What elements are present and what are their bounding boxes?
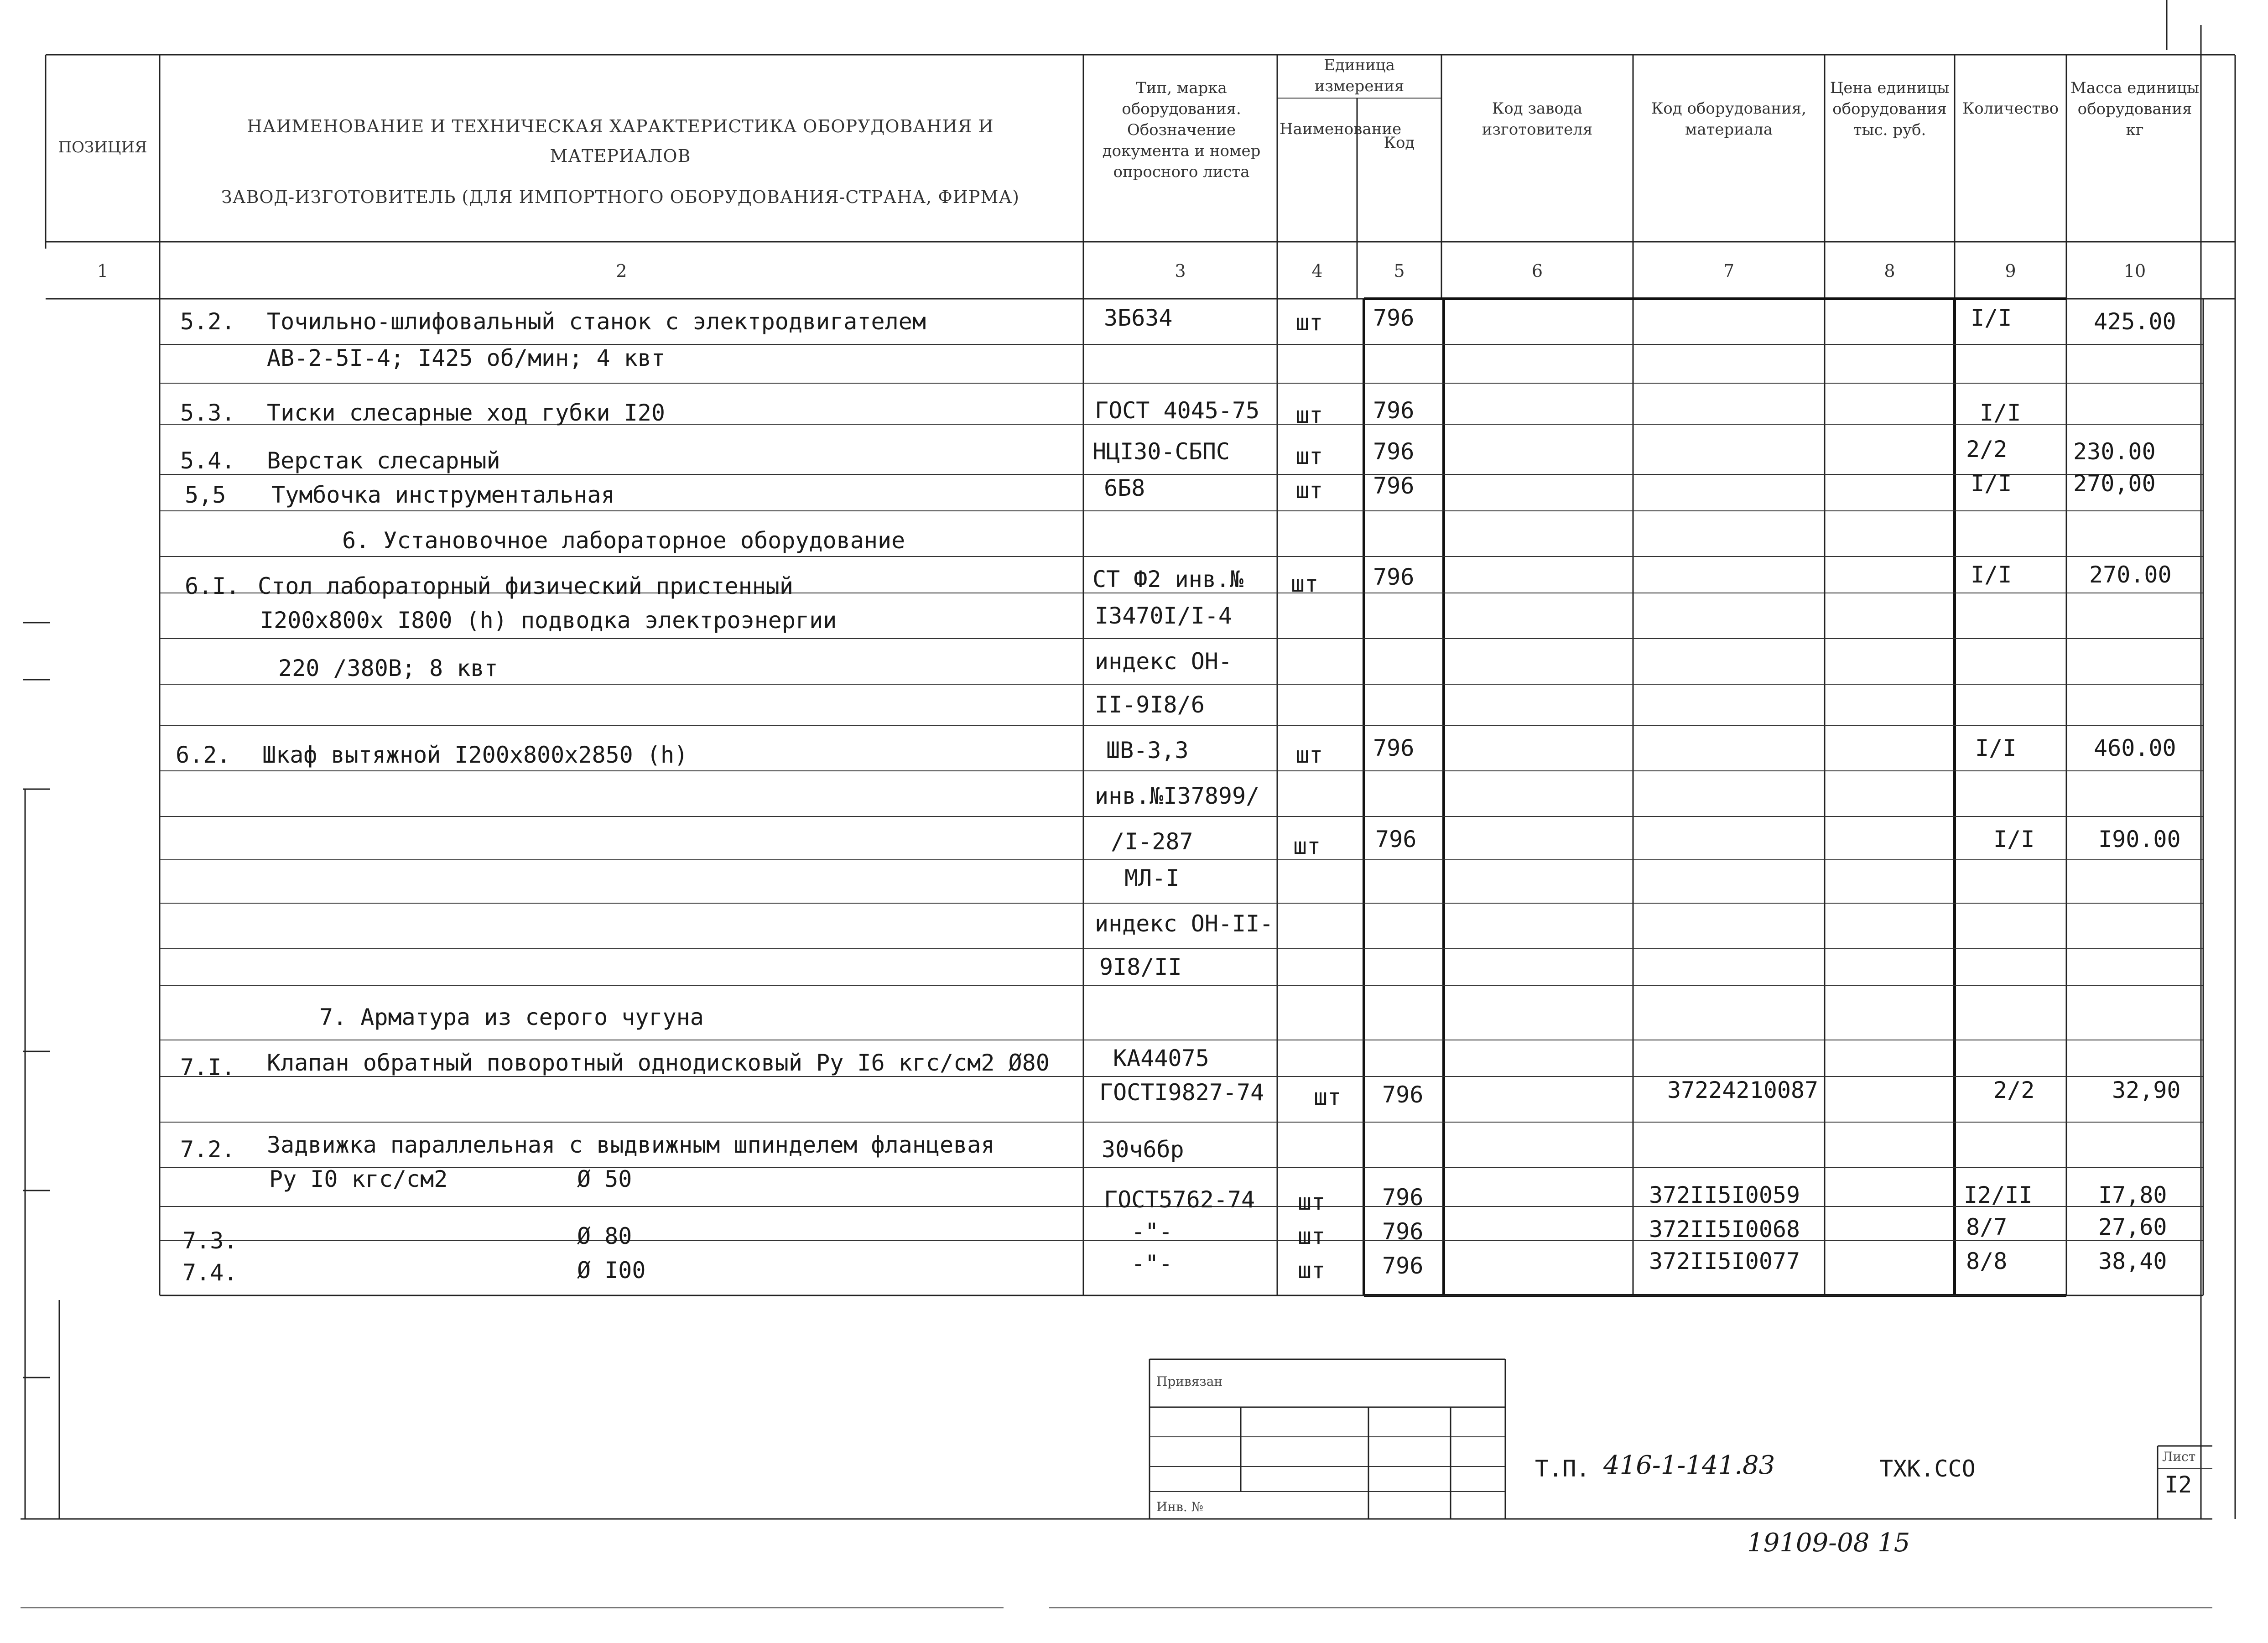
row-type: СТ Ф2 инв.№ <box>1092 566 1244 593</box>
row-mass: 270.00 <box>2089 562 2172 588</box>
row-qty: 2/2 <box>1993 1077 2035 1103</box>
row-qty: I/I <box>1971 470 2012 497</box>
row-qty: I/I <box>1980 400 2021 426</box>
row-name: Клапан обратный поворотный однодисковый Ру I6 кгс/см2 Ø80 <box>267 1050 1050 1076</box>
row-mass: 32,90 <box>2112 1077 2181 1103</box>
col-number: 7 <box>1723 261 1735 281</box>
stamp-project-label: Т.П. <box>1535 1456 1590 1482</box>
row-qty: 8/8 <box>1966 1248 2008 1274</box>
row-type: 6Б8 <box>1104 475 1145 501</box>
row-name: Стол лабораторный физический пристенный <box>258 573 793 599</box>
row-position: 7.4. <box>182 1259 238 1286</box>
stamp-privyazan: Привязан <box>1156 1374 1223 1389</box>
row-position: 6.2. <box>176 742 231 768</box>
row-code: 796 <box>1382 1253 1424 1279</box>
row-type: ГОСТ 4045-75 <box>1095 397 1260 424</box>
section-heading: 7. Арматура из серого чугуна <box>319 1004 704 1030</box>
header-col4: Наименование <box>1280 120 1402 138</box>
row-unit: шт <box>1291 571 1319 597</box>
header-col8: Цена единицы оборудования тыс. руб. <box>1830 79 1950 139</box>
row-qty: 8/7 <box>1966 1214 2008 1240</box>
row-unit: шт <box>1293 833 1321 859</box>
row-type: индекс ОН- <box>1095 648 1233 675</box>
row-type: I3470I/I-4 <box>1095 603 1233 629</box>
row-code: 796 <box>1373 564 1415 590</box>
row-type: ГОСТ5762-74 <box>1104 1186 1255 1213</box>
row-mass: 460.00 <box>2094 735 2176 761</box>
row-code: 796 <box>1373 473 1415 499</box>
row-equip-code: 372II5I0068 <box>1649 1216 1800 1243</box>
row-code: 796 <box>1373 397 1415 424</box>
col-number: 2 <box>616 261 627 281</box>
row-position: 7.2. <box>180 1136 235 1163</box>
header-col10: Масса единицы оборудования кг <box>2070 79 2200 139</box>
row-unit: шт <box>1295 742 1323 768</box>
stamp-sheet-number: I2 <box>2164 1471 2192 1498</box>
row-mass: 230.00 <box>2073 438 2156 465</box>
row-type: 9I8/II <box>1099 954 1182 980</box>
row-unit: шт <box>1298 1257 1326 1284</box>
row-diameter: Ø I00 <box>577 1257 646 1284</box>
stamp-inv: Инв. № <box>1156 1499 1204 1514</box>
row-code: 796 <box>1382 1081 1424 1108</box>
row-type: /I-287 <box>1111 828 1193 855</box>
col-number: 3 <box>1175 261 1186 281</box>
row-qty: I/I <box>1971 305 2012 331</box>
row-unit: шт <box>1298 1223 1326 1249</box>
header-col2-line1: НАИМЕНОВАНИЕ И ТЕХНИЧЕСКАЯ ХАРАКТЕРИСТИКА ОБОРУДОВАНИЯ И <box>247 116 994 136</box>
row-qty: I/I <box>1993 826 2035 853</box>
row-qty: I/I <box>1971 562 2012 588</box>
header-col5: Код <box>1384 134 1415 152</box>
row-unit: шт <box>1295 477 1323 504</box>
row-qty: I/I <box>1975 735 2017 761</box>
col-number: 8 <box>1884 261 1895 281</box>
row-position: 6.I. <box>185 573 240 599</box>
header-col9: Количество <box>1962 99 2059 118</box>
row-type: -"- <box>1131 1218 1173 1245</box>
row-qty: 2/2 <box>1966 436 2008 463</box>
stamp-doc-code: ТХК.ССО <box>1879 1456 1976 1482</box>
row-unit: шт <box>1295 309 1323 336</box>
row-type: инв.№I37899/ <box>1095 783 1260 809</box>
col-number: 10 <box>2123 261 2146 281</box>
row-type: ШВ-3,3 <box>1106 737 1189 764</box>
row-position: 5.2. <box>180 308 235 335</box>
row-type: КА44075 <box>1113 1045 1209 1071</box>
stamp-project-number: 416-1-141.83 <box>1603 1451 1775 1480</box>
row-name: Верстак слесарный <box>267 447 500 474</box>
row-type: -"- <box>1131 1250 1173 1277</box>
row-mass: 27,60 <box>2098 1214 2167 1240</box>
row-equip-code: 37224210087 <box>1667 1077 1819 1103</box>
row-diameter: Ø 50 <box>577 1166 632 1192</box>
row-code: 796 <box>1373 438 1415 465</box>
row-position: 7.I. <box>180 1054 235 1081</box>
row-name: Тумбочка инструментальная <box>271 482 615 508</box>
col-number: 1 <box>97 261 109 281</box>
row-type: индекс ОН-II- <box>1095 910 1274 937</box>
row-code: 796 <box>1373 735 1415 761</box>
row-equip-code: 372II5I0077 <box>1649 1248 1800 1274</box>
row-mass: 425.00 <box>2094 308 2176 335</box>
row-type: НЦI30-СБПС <box>1092 438 1230 465</box>
row-equip-code: 372II5I0059 <box>1649 1182 1800 1208</box>
col-number: 6 <box>1531 261 1543 281</box>
row-code: 796 <box>1373 305 1415 331</box>
row-type: 3Б634 <box>1104 305 1173 331</box>
row-qty: I2/II <box>1964 1182 2033 1208</box>
header-unit-group: Единица измерения <box>1314 56 1404 95</box>
row-mass: 38,40 <box>2098 1248 2167 1274</box>
stamp-sheet-label: Лист <box>2162 1449 2196 1464</box>
col-number: 5 <box>1394 261 1405 281</box>
header-col6: Код завода изготовителя <box>1482 99 1593 139</box>
row-name: Точильно-шлифовальный станок с электродвигателем <box>267 308 926 335</box>
row-position: 5.3. <box>180 400 235 426</box>
row-name: АВ-2-5I-4; I425 об/мин; 4 квт <box>267 345 665 371</box>
col-number: 9 <box>2005 261 2016 281</box>
row-unit: шт <box>1298 1189 1326 1215</box>
row-type: 30ч6бр <box>1102 1136 1184 1163</box>
section-heading: 6. Установочное лабораторное оборудование <box>342 527 905 554</box>
row-code: 796 <box>1382 1218 1424 1245</box>
header-col7: Код оборудования, материала <box>1651 99 1807 139</box>
row-diameter: Ø 80 <box>577 1223 632 1249</box>
row-name: Шкаф вытяжной I200х800х2850 (h) <box>262 742 688 768</box>
row-name: I200х800х I800 (h) подводка электроэнергии <box>260 607 837 634</box>
row-code: 796 <box>1382 1184 1424 1211</box>
header-col3: Тип, марка оборудования. Обозначение документа и номер опросного листа <box>1102 79 1261 181</box>
row-position: 5,5 <box>185 482 226 508</box>
row-mass: 270,00 <box>2073 470 2156 497</box>
row-type: МЛ-I <box>1124 865 1180 891</box>
row-unit: шт <box>1314 1084 1342 1110</box>
row-type: ГОСТI9827-74 <box>1099 1079 1264 1106</box>
row-mass: I7,80 <box>2098 1182 2167 1208</box>
row-unit: шт <box>1295 402 1323 428</box>
row-unit: шт <box>1295 443 1323 469</box>
col-number: 4 <box>1311 261 1323 281</box>
row-position: 7.3. <box>182 1227 238 1254</box>
header-col2-line2: МАТЕРИАЛОВ <box>550 146 691 166</box>
row-position: 5.4. <box>180 447 235 474</box>
footer-handwritten-number: 19109-08 15 <box>1747 1528 1910 1558</box>
row-name: 220 /380В; 8 квт <box>278 655 498 681</box>
header-col1: ПОЗИЦИЯ <box>58 138 147 156</box>
header-col2-line3: ЗАВОД-ИЗГОТОВИТЕЛЬ (ДЛЯ ИМПОРТНОГО ОБОРУДОВАНИЯ-СТРАНА, ФИРМА) <box>221 187 1020 207</box>
row-code: 796 <box>1375 826 1417 853</box>
row-name: Задвижка параллельная с выдвижным шпинделем фланцевая <box>267 1132 995 1158</box>
row-name: Ру I0 кгс/см2 <box>269 1166 448 1192</box>
row-type: II-9I8/6 <box>1095 692 1205 718</box>
row-name: Тиски слесарные ход губки I20 <box>267 400 665 426</box>
row-mass: I90.00 <box>2098 826 2181 853</box>
